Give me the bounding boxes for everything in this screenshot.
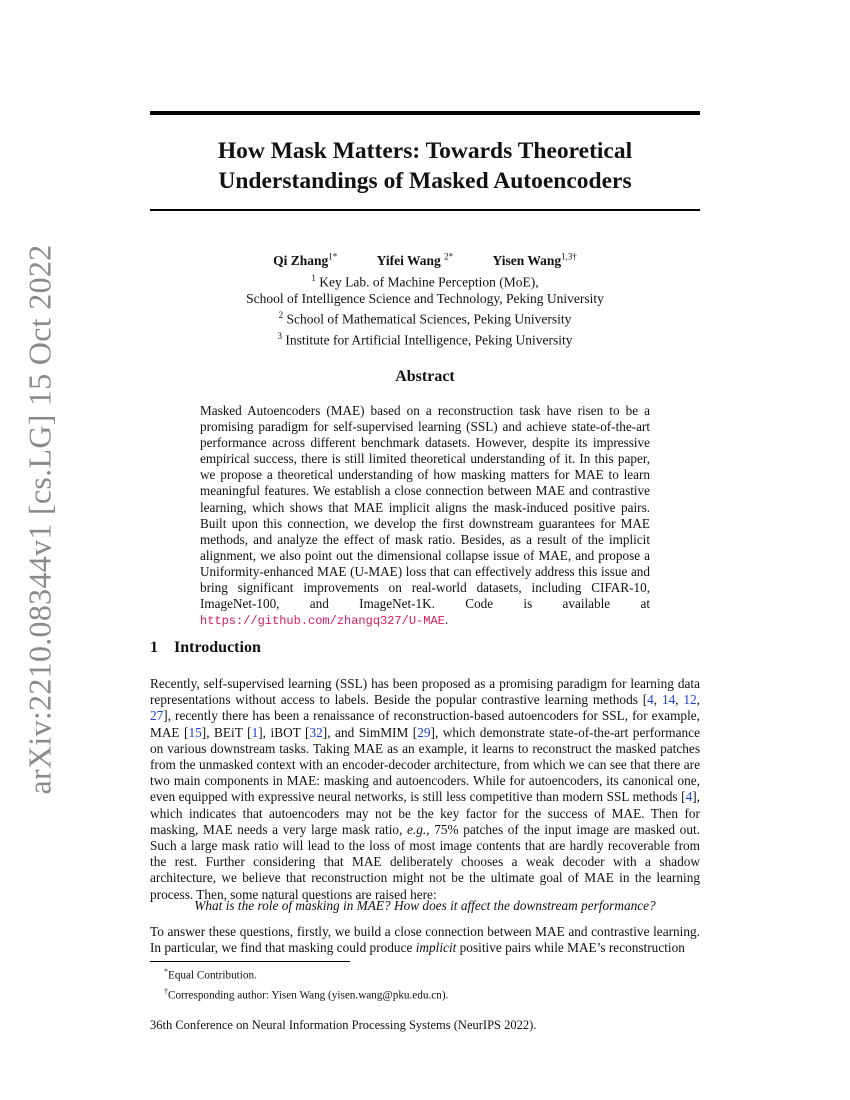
title-line-2: Understandings of Masked Autoencoders xyxy=(218,168,632,194)
citation-link[interactable]: 4 xyxy=(685,789,693,805)
abstract-heading: Abstract xyxy=(395,368,455,385)
author-2: Yifei Wang $^{2*}$ xyxy=(376,251,454,268)
citation-link[interactable]: 29 xyxy=(417,724,431,740)
title-rule-top xyxy=(150,111,700,115)
title-line-1: How Mask Matters: Towards Theoretical xyxy=(217,138,633,164)
citation-link[interactable]: 4 xyxy=(647,692,654,708)
citation-link[interactable]: 14 xyxy=(661,692,676,708)
author-3: Yisen Wang$^{1,3\dagger}$ xyxy=(492,251,577,268)
author-list xyxy=(150,247,700,270)
abstract-body: Masked Autoencoders (MAE) based on a reconstruction task have risen to be a promising paradigm for self-supervised learning (SSL) and achieve state-of-the-art performance across different benchmark datasets. However, despite its impressive empirical success, there is still limited theoretical understanding of it. In this paper, we propose a theoretical understanding of how masking matters for MAE to learn meaningful features. We establish a close connection between MAE and contrastive learning, which shows that MAE implicit aligns the mask-induced positive pairs. Built upon this connection, we develop the first downstream guarantees for MAE methods, and analyze the effect of mask ratio. Besides, as a result of the implicit alignment, we also point out the dimensional collapse issue of MAE, and propose a Uniformity-enhanced MAE (U-MAE) loss that can effectively address this issue and bring significant improvements on real-world datasets, including CIFAR-10, ImageNet-100, and ImageNet-1K. Code is available at https://github.com/zhangq327/U-MAE. xyxy=(200,403,650,629)
footnote-corresponding-author: †Corresponding author: Yisen Wang (yisen.wang@pku.edu.cn). xyxy=(164,986,449,1002)
citation-link[interactable]: 27 xyxy=(150,708,164,724)
arxiv-stamp xyxy=(18,244,62,794)
affiliation-2: $^2$ School of Mathematical Sciences, Peking University xyxy=(278,310,572,327)
intro-paragraph-2: To answer these questions, firstly, we build a close connection between MAE and contrastive learning. In particular, we find that masking could produce implicit positive pairs while MAE’s reconstruction xyxy=(150,924,700,956)
arxiv-id: arXiv:2210.08344v1 [cs.LG] 15 Oct 2022 xyxy=(21,244,58,794)
code-link[interactable]: https://github.com/zhangq327/U-MAE xyxy=(200,614,445,629)
title-rule-bottom xyxy=(150,209,700,211)
intro-paragraph-1: Recently, self-supervised learning (SSL) has been proposed as a promising paradigm for learning data representations without access to labels. Beside the popular contrastive learning methods [4, 14, 12, 27], recently there has been a renaissance of reconstruction-based autoencoders for SSL, for example, MAE [15], BEiT [1], iBOT [32], and SimMIM [29], which demonstrate state-of-the-art performance on various downstream tasks. Taking MAE as an example, it learns to reconstruct the masked patches from the unmasked context with an encoder-decoder architecture, from which we can see that there are two main components in MAE: masking and autoencoders. While for autoencoders, its canonical one, even equipped with expressive neural networks, is still less competitive than modern SSL methods [4], which indicates that autoencoders may not be the key factor for the success of MAE. Then for masking, MAE needs a very large mask ratio, e.g., 75% patches of the input image are masked out. Such a large mask ratio will lead to the loss of most image contents that are hardly recoverable from the rest. Further considering that MAE deliberately chooses a weak decoder with a shadow architecture, we believe that reconstruction might not be the ultimate goal of MAE in the learning process. Then, some natural questions are raised here: xyxy=(150,676,700,902)
citation-link[interactable]: 32 xyxy=(309,724,323,740)
author-block xyxy=(150,247,700,348)
footnotes xyxy=(150,964,448,1003)
footnote-rule xyxy=(150,961,350,962)
citation-link[interactable]: 15 xyxy=(188,724,202,740)
paper-title xyxy=(150,136,700,196)
affiliation-1: $^1$ Key Lab. of Machine Perception (MoE), xyxy=(311,272,539,289)
citation-link[interactable]: 1 xyxy=(251,724,259,740)
affiliation-1-cont: School of Intelligence Science and Technology, Peking University xyxy=(246,291,604,306)
section-heading-introduction: 1 Introduction xyxy=(150,639,261,656)
author-1: Qi Zhang$^{1*}$ xyxy=(273,251,338,268)
research-question: What is the role of masking in MAE? How does it affect the downstream performance? xyxy=(194,898,656,913)
affiliation-3: $^3$ Institute for Artificial Intelligence, Peking University xyxy=(277,330,573,347)
footnote-equal-contribution: *Equal Contribution. xyxy=(164,967,257,982)
venue-footer: 36th Conference on Neural Information Processing Systems (NeurIPS 2022). xyxy=(150,1018,537,1032)
citation-link[interactable]: 12 xyxy=(683,692,697,708)
